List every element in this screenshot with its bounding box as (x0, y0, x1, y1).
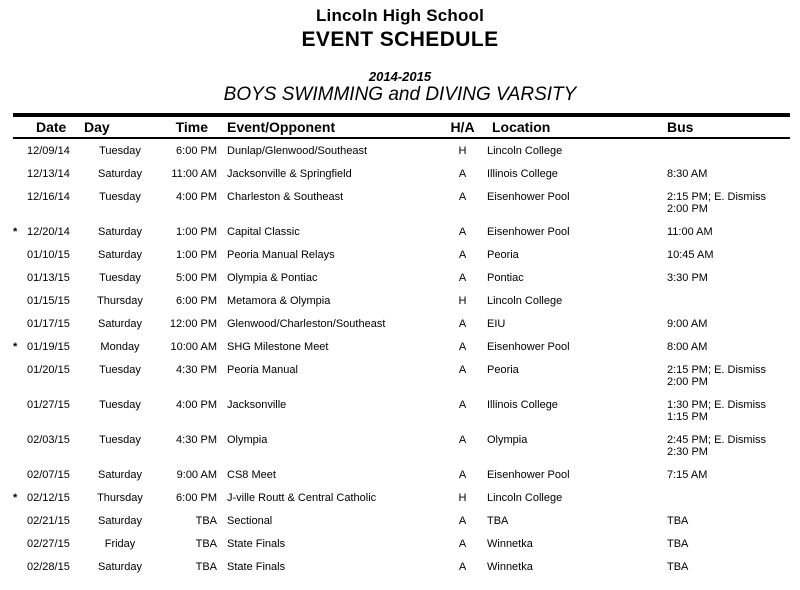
cell-bus-time: 11:00 AM (667, 226, 713, 238)
cell-event: State Finals (227, 538, 286, 550)
cell-home-away: A (458, 399, 467, 411)
table-row (13, 555, 790, 578)
header-row (13, 115, 790, 138)
cell-bus-time (660, 486, 790, 509)
cell-home-away: A (458, 469, 467, 481)
cell-time: TBA (195, 561, 217, 573)
schedule-heading: EVENT SCHEDULE (301, 28, 499, 51)
cell-time: TBA (195, 538, 217, 550)
cell-bus-time: TBA (667, 561, 689, 573)
team-label: BOYS SWIMMING and DIVING VARSITY (223, 84, 577, 105)
cell-bus-time: 7:15 AM (667, 469, 708, 481)
cell-star-marker (13, 532, 26, 555)
cell-star-marker (13, 289, 26, 312)
cell-home-away: A (458, 561, 467, 573)
cell-star-marker: * (13, 492, 18, 504)
cell-location: Peoria (487, 249, 519, 261)
cell-bus-time: TBA (667, 515, 689, 527)
table-row (13, 335, 790, 358)
cell-event: Capital Classic (227, 226, 300, 238)
cell-event: Jacksonville (227, 399, 287, 411)
cell-event: Peoria Manual (227, 364, 298, 376)
cell-bus-time: TBA (667, 538, 689, 550)
cell-day: Saturday (97, 515, 143, 527)
cell-date: 02/03/15 (27, 434, 70, 446)
cell-bus-time: 2:15 PM; E. Dismiss 2:00 PM (667, 191, 767, 215)
cell-location: Pontiac (487, 272, 524, 284)
cell-star-marker (13, 185, 26, 220)
cell-star-marker (13, 555, 26, 578)
cell-bus-time: 3:30 PM (667, 272, 708, 284)
cell-star-marker: * (13, 341, 18, 353)
cell-event: Peoria Manual Relays (227, 249, 335, 261)
cell-star-marker (13, 509, 26, 532)
cell-location: Eisenhower Pool (487, 191, 570, 203)
cell-location: Winnetka (487, 561, 533, 573)
cell-home-away: A (458, 318, 467, 330)
table-row (13, 243, 790, 266)
cell-location: Lincoln College (487, 295, 563, 307)
cell-home-away: A (458, 538, 467, 550)
cell-day: Tuesday (99, 191, 141, 203)
cell-date: 12/20/14 (27, 226, 70, 238)
cell-time: 4:00 PM (176, 399, 217, 411)
schedule-body (13, 138, 790, 578)
cell-bus-time: 1:30 PM; E. Dismiss 1:15 PM (667, 399, 767, 423)
cell-date: 01/27/15 (27, 399, 70, 411)
document-header (0, 0, 800, 105)
cell-star-marker (13, 138, 26, 162)
table-row (13, 138, 790, 162)
cell-date: 02/27/15 (27, 538, 70, 550)
cell-day: Tuesday (99, 364, 141, 376)
cell-location: Winnetka (487, 538, 533, 550)
cell-date: 01/10/15 (27, 249, 70, 261)
cell-date: 01/17/15 (27, 318, 70, 330)
cell-location: Lincoln College (487, 492, 563, 504)
cell-event: Olympia & Pontiac (227, 272, 318, 284)
cell-star-marker (13, 243, 26, 266)
column-header-bus: Bus (667, 119, 694, 135)
column-header-star (13, 115, 26, 138)
table-row (13, 532, 790, 555)
cell-star-marker (13, 358, 26, 393)
cell-location: TBA (487, 515, 509, 527)
cell-home-away: A (458, 515, 467, 527)
cell-day: Tuesday (99, 145, 141, 157)
cell-bus-time: 8:00 AM (667, 341, 708, 353)
cell-event: Dunlap/Glenwood/Southeast (227, 145, 368, 157)
cell-location: Peoria (487, 364, 519, 376)
cell-location: Eisenhower Pool (487, 341, 570, 353)
cell-event: SHG Milestone Meet (227, 341, 329, 353)
cell-home-away: A (458, 364, 467, 376)
cell-date: 02/07/15 (27, 469, 70, 481)
cell-date: 01/20/15 (27, 364, 70, 376)
cell-home-away: A (458, 434, 467, 446)
cell-location: Eisenhower Pool (487, 226, 570, 238)
table-row (13, 220, 790, 243)
cell-home-away: A (458, 272, 467, 284)
cell-time: 6:00 PM (176, 295, 217, 307)
cell-location: EIU (487, 318, 506, 330)
cell-bus-time (660, 289, 790, 312)
table-row (13, 358, 790, 393)
cell-event: Charleston & Southeast (227, 191, 344, 203)
cell-time: 4:30 PM (176, 434, 217, 446)
table-row (13, 289, 790, 312)
cell-home-away: A (458, 341, 467, 353)
cell-time: 10:00 AM (170, 341, 217, 353)
cell-bus-time (660, 138, 790, 162)
cell-home-away: A (458, 226, 467, 238)
cell-home-away: A (458, 249, 467, 261)
column-header-date: Date (36, 119, 67, 135)
table-row (13, 185, 790, 220)
cell-date: 02/28/15 (27, 561, 70, 573)
cell-day: Saturday (97, 226, 143, 238)
cell-date: 12/13/14 (27, 168, 70, 180)
cell-star-marker (13, 162, 26, 185)
cell-star-marker (13, 463, 26, 486)
cell-event: CS8 Meet (227, 469, 276, 481)
cell-day: Saturday (97, 469, 143, 481)
cell-time: 9:00 AM (176, 469, 217, 481)
cell-event: Jacksonville & Springfield (227, 168, 352, 180)
cell-event: Olympia (227, 434, 268, 446)
cell-date: 01/15/15 (27, 295, 70, 307)
table-row (13, 463, 790, 486)
table-row (13, 428, 790, 463)
cell-time: 1:00 PM (176, 226, 217, 238)
cell-time: TBA (195, 515, 217, 527)
cell-time: 1:00 PM (176, 249, 217, 261)
table-row (13, 393, 790, 428)
cell-event: J-ville Routt & Central Catholic (227, 492, 377, 504)
cell-bus-time: 2:45 PM; E. Dismiss 2:30 PM (667, 434, 767, 458)
cell-date: 12/09/14 (27, 145, 70, 157)
cell-time: 4:00 PM (176, 191, 217, 203)
cell-day: Thursday (97, 492, 143, 504)
cell-location: Olympia (487, 434, 528, 446)
cell-bus-time: 10:45 AM (667, 249, 714, 261)
cell-location: Eisenhower Pool (487, 469, 570, 481)
cell-bus-time: 2:15 PM; E. Dismiss 2:00 PM (667, 364, 767, 388)
cell-day: Saturday (97, 561, 143, 573)
cell-day: Tuesday (99, 434, 141, 446)
cell-day: Tuesday (99, 272, 141, 284)
table-row (13, 509, 790, 532)
cell-date: 12/16/14 (27, 191, 70, 203)
cell-time: 6:00 PM (176, 145, 217, 157)
cell-day: Tuesday (99, 399, 141, 411)
cell-day: Friday (104, 538, 136, 550)
column-header-location: Location (492, 119, 551, 135)
cell-event: Glenwood/Charleston/Southeast (227, 318, 386, 330)
cell-event: Metamora & Olympia (227, 295, 331, 307)
cell-bus-time: 8:30 AM (667, 168, 708, 180)
table-row (13, 162, 790, 185)
cell-star-marker (13, 393, 26, 428)
cell-time: 5:00 PM (176, 272, 217, 284)
table-row (13, 266, 790, 289)
cell-event: Sectional (227, 515, 273, 527)
cell-date: 01/13/15 (27, 272, 70, 284)
cell-home-away: A (458, 168, 467, 180)
cell-event: State Finals (227, 561, 286, 573)
cell-star-marker (13, 428, 26, 463)
cell-location: Illinois College (487, 399, 558, 411)
cell-star-marker (13, 266, 26, 289)
schedule-table (13, 113, 790, 578)
cell-date: 02/12/15 (27, 492, 70, 504)
cell-time: 12:00 PM (169, 318, 217, 330)
cell-home-away: H (458, 145, 467, 157)
cell-star-marker (13, 312, 26, 335)
cell-day: Saturday (97, 249, 143, 261)
cell-date: 01/19/15 (27, 341, 70, 353)
cell-day: Monday (100, 341, 140, 353)
cell-time: 6:00 PM (176, 492, 217, 504)
cell-time: 4:30 PM (176, 364, 217, 376)
school-name: Lincoln High School (315, 6, 485, 25)
table-row (13, 486, 790, 509)
cell-time: 11:00 AM (171, 168, 217, 180)
cell-star-marker: * (13, 226, 18, 238)
table-header (13, 115, 790, 138)
season-label: 2014-2015 (368, 69, 432, 84)
column-header-time: Time (175, 119, 208, 135)
column-header-event: Event/Opponent (227, 119, 336, 135)
cell-home-away: A (458, 191, 467, 203)
cell-day: Saturday (97, 168, 143, 180)
column-header-ha: H/A (450, 119, 475, 135)
cell-location: Lincoln College (487, 145, 563, 157)
cell-day: Saturday (97, 318, 143, 330)
cell-date: 02/21/15 (27, 515, 70, 527)
cell-home-away: H (458, 492, 467, 504)
cell-home-away: H (458, 295, 467, 307)
table-row (13, 312, 790, 335)
cell-bus-time: 9:00 AM (667, 318, 708, 330)
cell-day: Thursday (97, 295, 143, 307)
cell-location: Illinois College (487, 168, 558, 180)
column-header-day: Day (84, 119, 110, 135)
